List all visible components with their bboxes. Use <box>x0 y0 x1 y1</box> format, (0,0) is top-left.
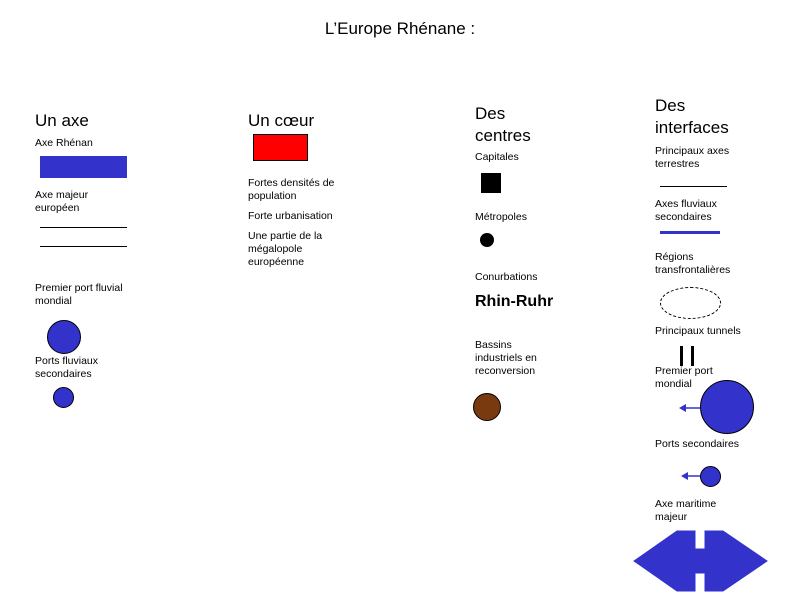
ports-secondaires-arrow <box>681 472 700 480</box>
page-title: L’Europe Rhénane : <box>324 19 476 38</box>
label-forte-urbanisation: Forte urbanisation <box>248 210 333 222</box>
label-premier-port-mondial: Premier port mondial <box>655 365 713 390</box>
axe-maritime-symbol <box>634 531 767 591</box>
rhin-ruhr-text: Rhin-Ruhr <box>475 293 554 310</box>
label-fortes-densites: Fortes densités de population <box>248 177 335 202</box>
label-premier-port-fluvial: Premier port fluvial mondial <box>35 282 123 307</box>
premier-port-arrow <box>679 404 700 412</box>
label-metropoles: Métropoles <box>475 211 527 223</box>
heading-un-axe: Un axe <box>35 111 89 130</box>
label-ports-secondaires: Ports secondaires <box>655 438 740 450</box>
label-conurbations: Conurbations <box>475 271 538 283</box>
label-capitales: Capitales <box>475 151 519 163</box>
label-principaux-tunnels: Principaux tunnels <box>655 325 741 337</box>
heading-des-centres: Des centres <box>475 104 531 145</box>
label-ports-fluviaux-secondaires: Ports fluviaux secondaires <box>35 355 99 380</box>
label-axes-fluviaux: Axes fluviaux secondaires <box>655 198 717 223</box>
ports-secondaires-symbol <box>700 466 721 487</box>
heading-des-interfaces: Des interfaces <box>655 96 729 137</box>
label-axe-rhenan: Axe Rhénan <box>35 137 93 149</box>
label-axe-maritime: Axe maritime majeur <box>655 498 717 523</box>
label-axes-terrestres: Principaux axes terrestres <box>655 145 730 170</box>
label-regions-transfrontalieres: Régions transfrontalières <box>655 251 731 276</box>
label-bassins-industriels: Bassins industriels en reconversion <box>475 339 537 377</box>
label-axe-majeur: Axe majeur européen <box>35 189 89 214</box>
label-megalopole: Une partie de la mégalopole européenne <box>248 230 323 268</box>
heading-un-coeur: Un cœur <box>248 111 315 130</box>
premier-port-mondial-symbol <box>700 380 754 434</box>
